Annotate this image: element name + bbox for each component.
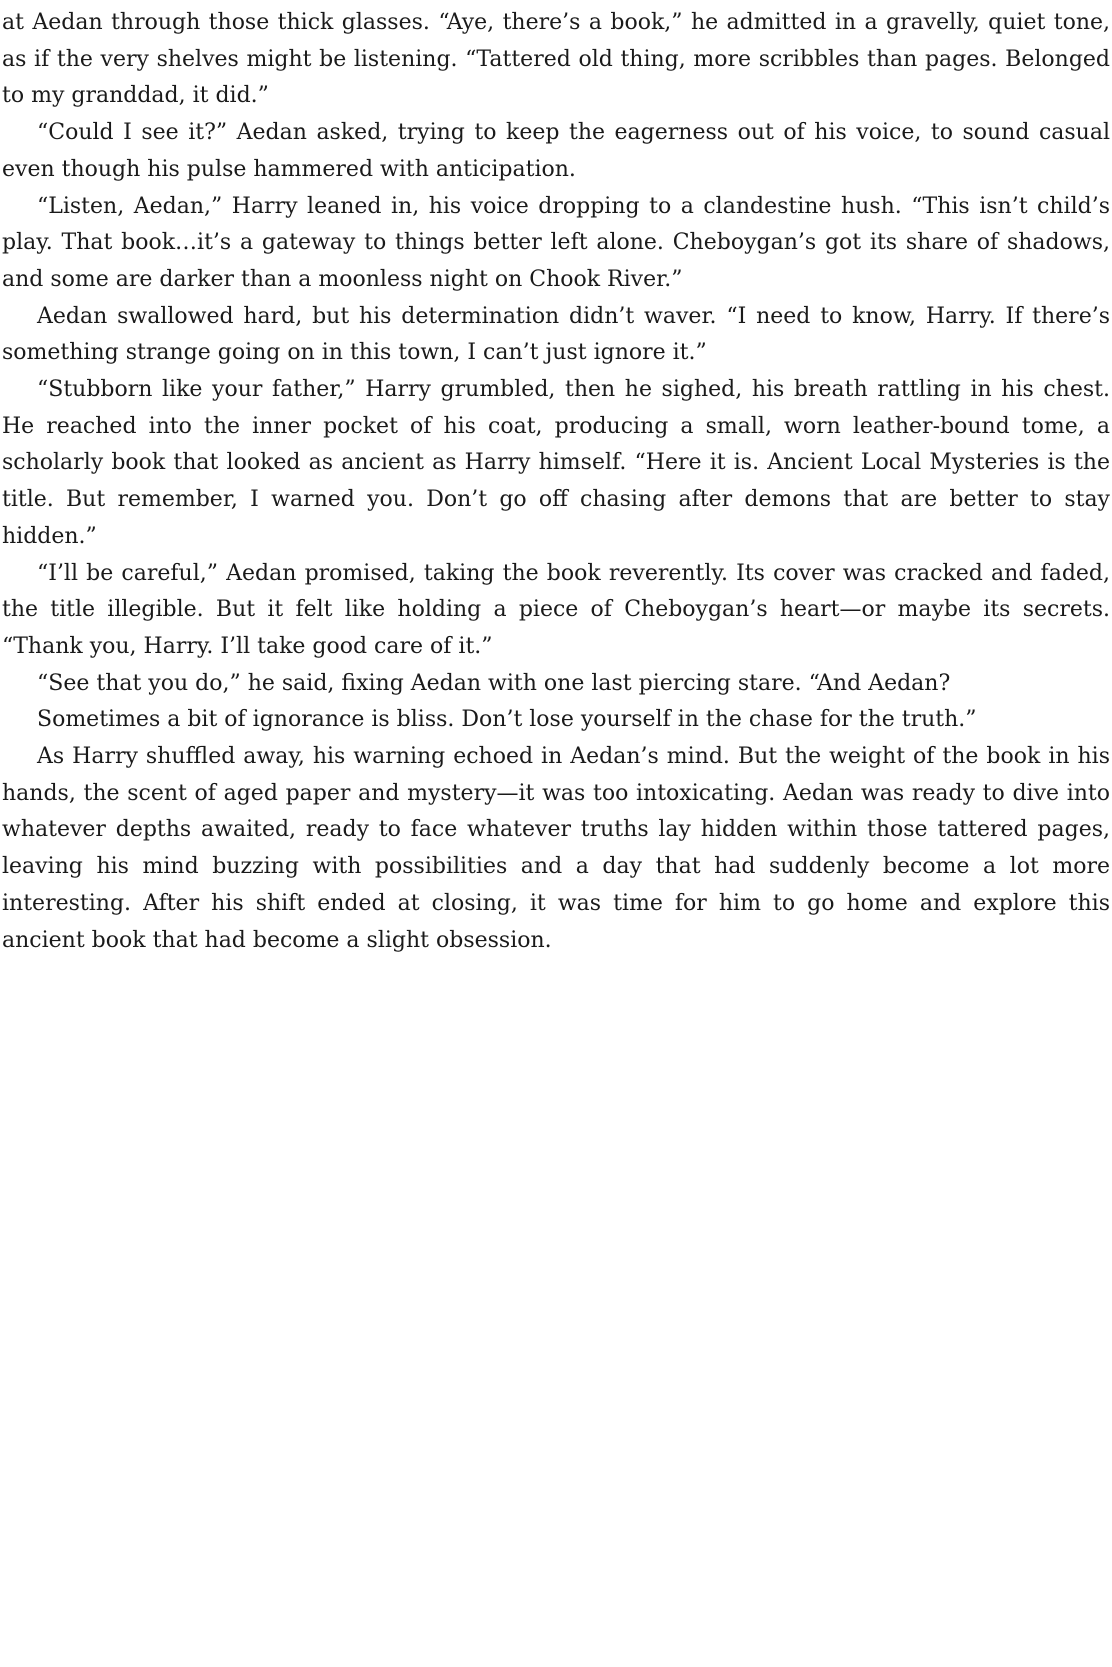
paragraph: Aedan swallowed hard, but his determination didn’t waver. “I need to know, Harry. If there’s something strange going on in this town, I can’t just ignore it.” [2,303,1110,366]
paragraph: “Listen, Aedan,” Harry leaned in, his voice dropping to a clandestine hush. “This isn’t child’s play. That book…it’s a gateway to things better left alone. Cheboygan’s got its share of shadows, and some are darker than a moonless night on Chook River.” [2,193,1110,292]
paragraph: at Aedan through those thick glasses. “Aye, there’s a book,” he admitted in a gravelly, quiet tone, as if the very shelves might be listening. “Tattered old thing, more scribbles than pages. Belonged to my granddad, it did.” [2,10,1110,109]
paragraph: “Could I see it?” Aedan asked, trying to keep the eagerness out of his voice, to sound casual even though his pulse hammered with anticipation. [2,120,1110,182]
paragraph: “Stubborn like your father,” Harry grumbled, then he sighed, his breath rattling in his chest. He reached into the inner pocket of his coat, producing a small, worn leather-bound tome, a scholarly book that looked as ancient as Harry himself. “Here it is. Ancient Local Mysteries is the title. But remember, I warned you. Don’t go off chasing after demons that are better to stay hidden.” [2,377,1110,549]
paragraph: “I’ll be careful,” Aedan promised, taking the book reverently. Its cover was cracked and faded, the title illegible. But it felt like holding a piece of Cheboygan’s heart—or maybe its secrets. “Thank you, Harry. I’ll take good care of it.” [2,560,1110,659]
paragraph: Sometimes a bit of ignorance is bliss. Don’t lose yourself in the chase for the truth.” [37,707,977,733]
paragraph: “See that you do,” he said, fixing Aedan with one last piercing stare. “And Aedan? [37,670,951,696]
paragraph: As Harry shuffled away, his warning echoed in Aedan’s mind. But the weight of the book in his hands, the scent of aged paper and mystery—it was too intoxicating. Aedan was ready to dive into whatever depths awaited, ready to face whatever truths lay hidden within those tattered pages, leaving his mind buzzing with possibilities and a day that had suddenly become a lot more interesting. After his shift ended at closing, it was time for him to go home and explore this ancient book that had become a slight obsession. [2,744,1110,953]
